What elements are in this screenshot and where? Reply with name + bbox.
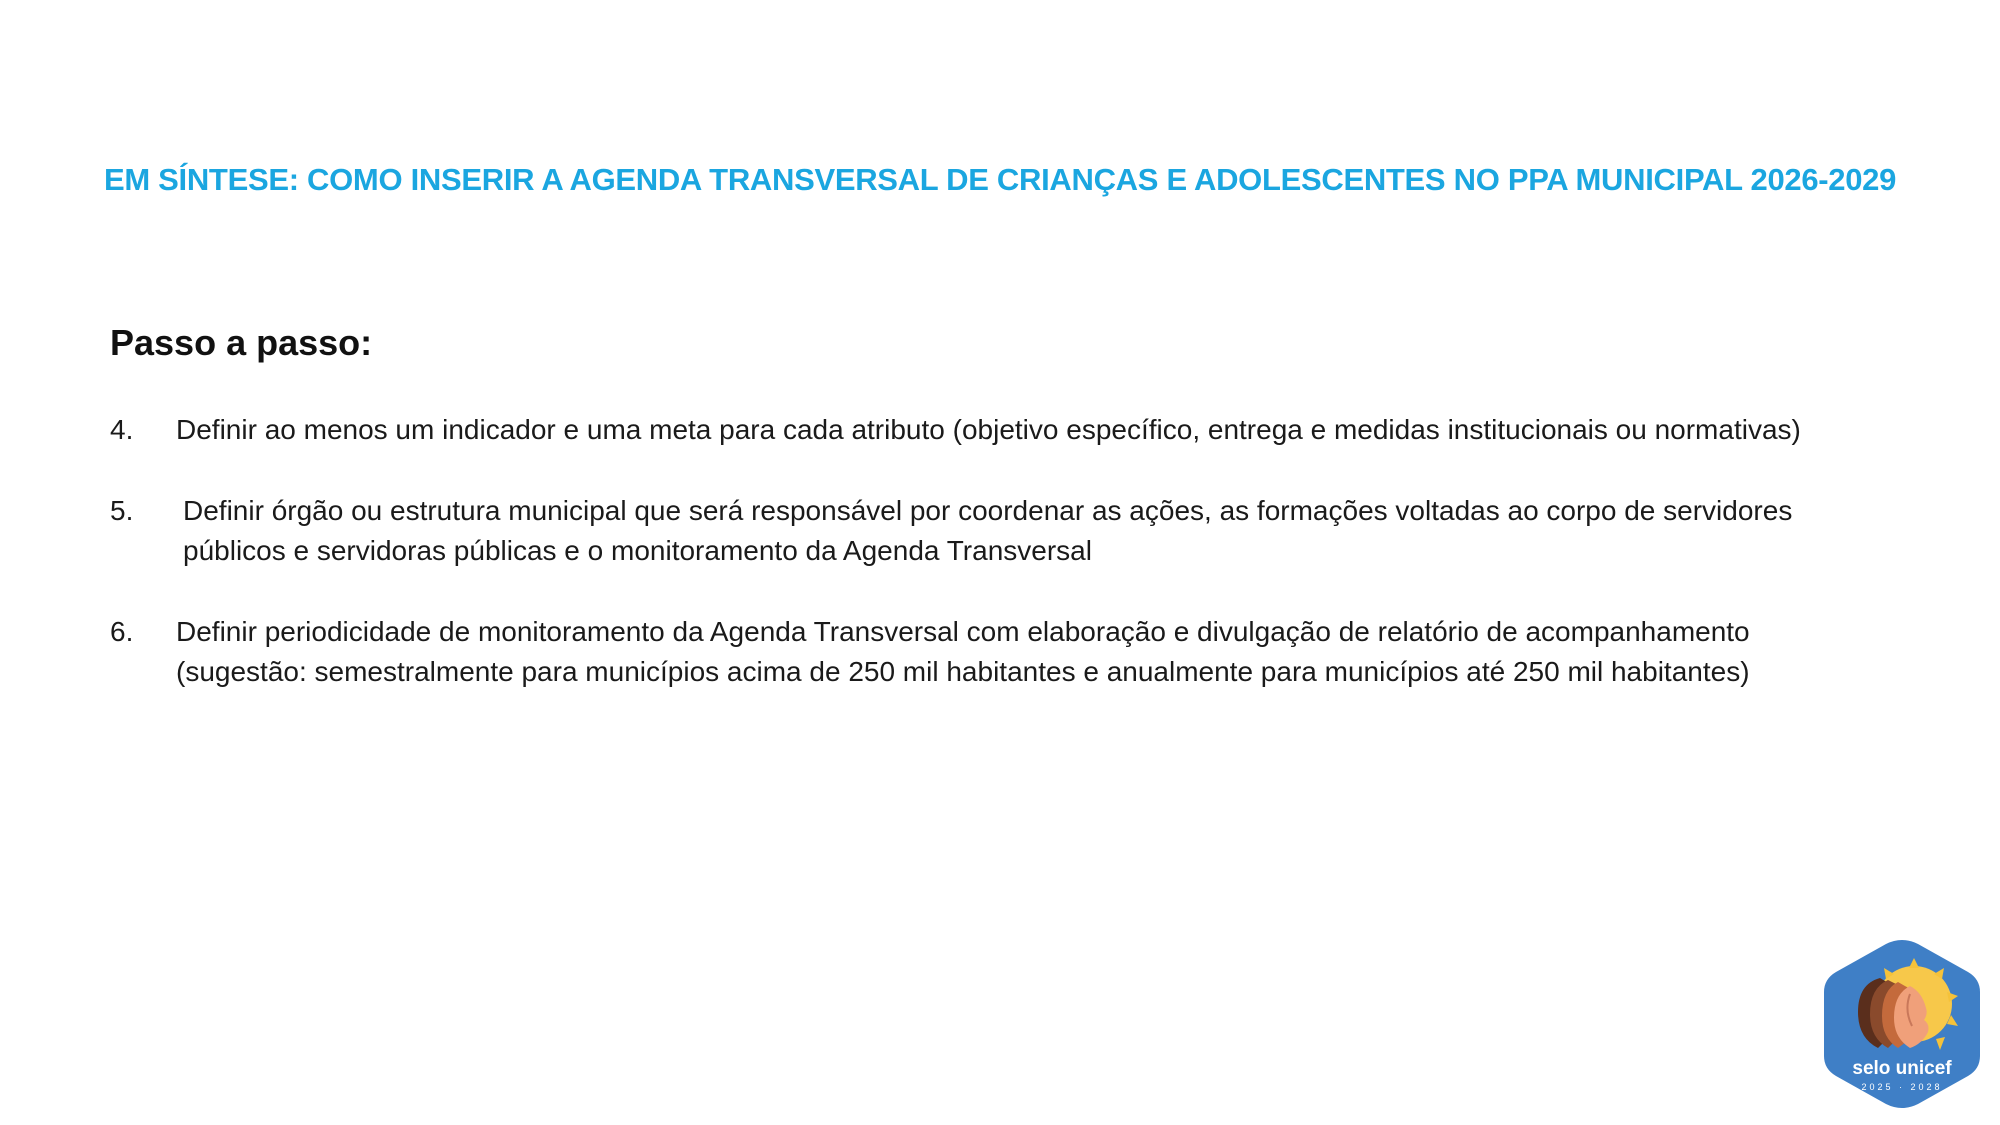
step-number: 6. bbox=[110, 616, 134, 647]
step-text: Definir ao menos um indicador e uma meta para cada atributo (objetivo específico, entrega e medidas institucionais ou normativas) bbox=[176, 414, 1801, 445]
slide-title: EM SÍNTESE: COMO INSERIR A AGENDA TRANSVERSAL DE CRIANÇAS E ADOLESCENTES NO PPA MUNICIPAL 2026-2029 bbox=[103, 162, 1897, 197]
logo-wordmark: selo unicef bbox=[1852, 1058, 1952, 1079]
step-text: Definir órgão ou estrutura municipal que será responsável por coordenar as ações, as formações voltadas ao corpo de servidores públicos e servidoras públicas e o monitoramento da Agenda Transversal bbox=[183, 495, 1793, 566]
list-item bbox=[110, 410, 1850, 450]
steps-list bbox=[110, 410, 1850, 733]
section-heading: Passo a passo: bbox=[110, 322, 373, 363]
list-item bbox=[110, 491, 1850, 571]
logo-years: 2025 · 2028 bbox=[1861, 1082, 1943, 1092]
step-number: 5. bbox=[110, 495, 134, 526]
selo-unicef-logo bbox=[1818, 934, 1986, 1114]
step-text: Definir periodicidade de monitoramento da Agenda Transversal com elaboração e divulgação de relatório de acompanhamento (sugestão: semestralmente para municípios acima de 250 mil habitantes e anualmente para municípios até 250 mil habitantes) bbox=[176, 616, 1750, 687]
step-number: 4. bbox=[110, 414, 134, 445]
list-item bbox=[110, 612, 1850, 692]
